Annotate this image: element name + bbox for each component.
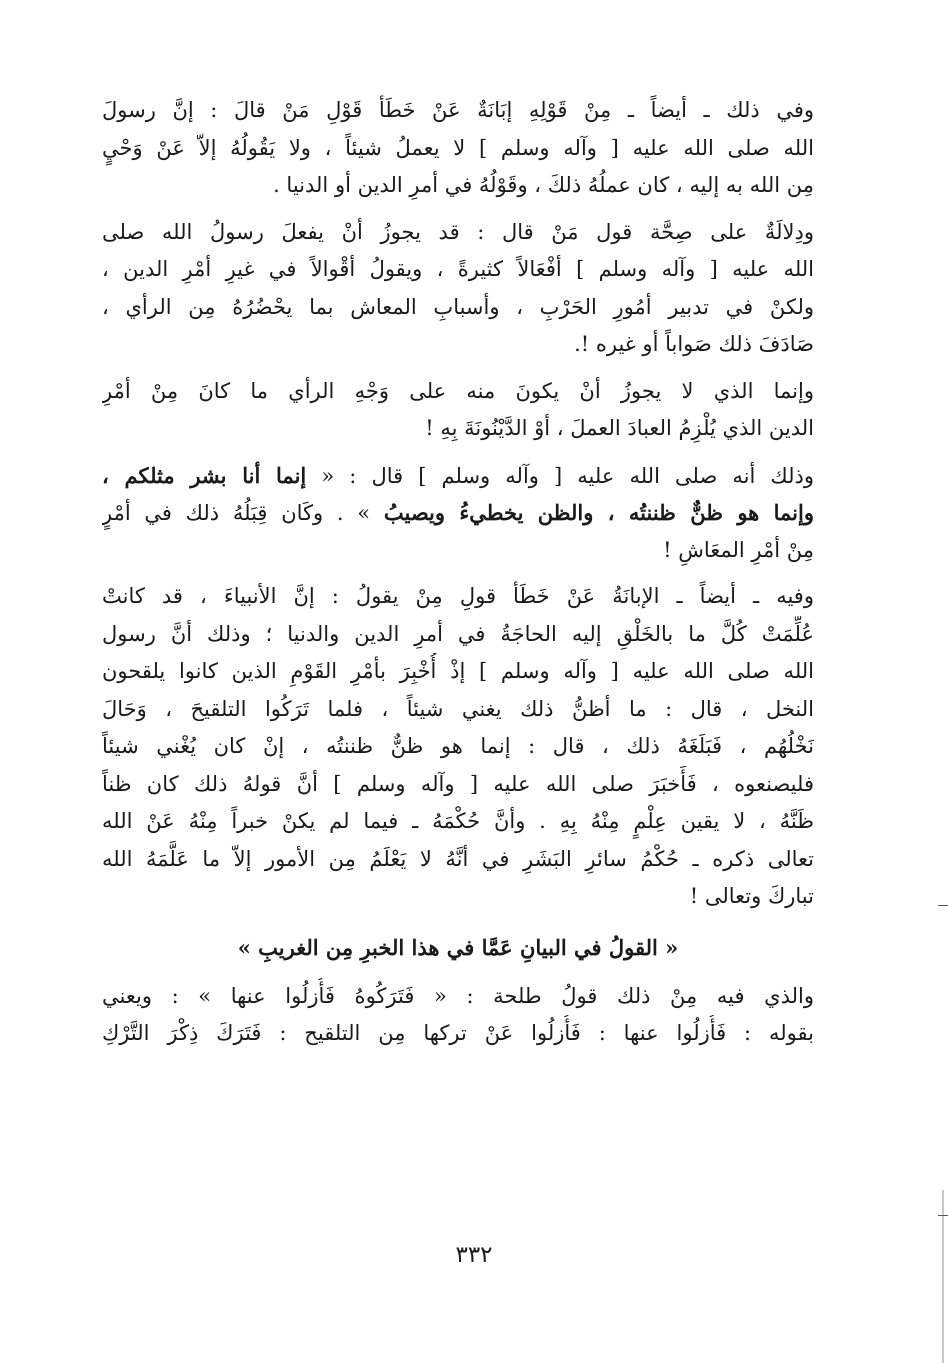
text-line [102,457,814,495]
text-line: الله صلى الله عليه [ وآله وسلم ] إذْ أُخْبِرَ بأمْرِ القَوْمِ الذين كانوا يلقحون [102,659,814,683]
text-line: الدين الذي يُلْزِمُ العبادَ العملَ ، أوْ الدَّيْنُونَةَ بِهِ ! [425,416,814,440]
text-line [102,532,814,570]
scan-margin-tick [938,1215,948,1216]
text-line: الله عليه [ وآله وسلم ] أفْعَالاً كثيرةً ، ويقولُ أقْوالاً في غيرِ أمْرِ الدين ، [102,257,814,281]
text-line: الله صلى الله عليه [ وآله وسلم ] لا يعملُ شيئاً ، ولا يَقُولُهُ إلاّ عَنْ وَحْيٍ [102,135,814,160]
quoted-hadith-text: وإنما هو ظنٌّ ظننتُه ، والظن يخطيءُ ويصيبُ [383,500,814,525]
text-segment: وذلك أنه صلى الله عليه [ وآله وسلم ] قال : « [306,463,814,488]
text-line: نَخْلُهُم ، فَبَلَغَهُ ذلك ، قال : إنما هو ظنٌّ ظننتُه ، إنْ كان يُغْني شيئاً [102,734,814,758]
page-body [102,92,814,1062]
paragraph-3 [102,373,814,448]
paragraph-5 [102,578,814,916]
text-line: ظَنَّهُ ، لا يقين عِلْمٍ مِنْهُ بِهِ . وأنَّ حُكْمَهُ ـ فيما لم يكنْ خبراً مِنْهُ عَنْ الله [102,809,814,833]
text-line: مِن الله به إليه ، كان عملُهُ ذلكَ ، وقَوْلُهُ في أمرِ الدين أو الدنيا . [273,173,814,197]
paragraph-2 [102,214,814,364]
text-segment: » . وكَان قِبَلُهُ ذلك في أمْرٍ [102,501,384,525]
text-line: عُلِّمَتْ كُلَّ ما بالخَلْقِ إليه الحاجَةُ في أمرِ الدين والدنيا ؛ وذلك أنَّ رسول [102,621,814,646]
text-line: ودِلالَةٌ على صِحَّة قول مَنْ قال : قد يجوزُ أنْ يفعلَ رسولُ الله صلى [102,219,814,244]
page-number: ٣٣٢ [455,1242,493,1268]
text-line: صَادَفَ ذلك صَواباً أو غيره !. [574,332,814,356]
text-line: وإنما الذي لا يجوزُ أنْ يكونَ منه على وَجْهِ الرأي ما كانَ مِنْ أمْرِ [102,378,814,403]
text-line: تباركَ وتعالى ! [689,884,814,908]
text-line: تعالى ذكره ـ حُكْمُ سائرِ البَشَرِ في أنَّهُ لا يَعْلَمُ مِن الأمور إلاّ ما عَلَّمَهُ الله [102,846,814,871]
scan-margin-tick [938,905,948,906]
text-line: بقوله : فَأُزلُوا عنها : فَأُزلُوا عَنْ تركها مِن التلقيح : فَتَرَكَ ذِكْرَ التَّرْكِ [102,1021,814,1045]
text-line: ولكنْ في تدبير أمُورِ الحَرْبِ ، وأسبابِ المعاش بما يحْضُرُهُ مِن الرأي ، [102,294,814,319]
text-line [102,494,814,532]
paragraph-4 [102,457,814,570]
section-heading: « القولُ في البيانِ عَمَّا في هذا الخبرِ مِن الغريبِ » [237,934,679,960]
text-segment: مِنْ أمْرِ المعَاشِ ! [663,537,814,562]
text-line: وفيه ـ أيضاً ـ الإبانَةُ عَنْ خَطَأ قولِ مِنْ يقولُ : إنَّ الأنبياءَ ، قد كانتْ [102,584,814,608]
quoted-hadith-text: إنما أنا بشر مثلكم ، [102,462,307,488]
text-line: فليصنعوه ، فَأَخبَرَ صلى الله عليه [ وآله وسلم ] أنَّ قولهُ ذلك كان ظناً [102,771,814,796]
text-line: والذي فيه مِنْ ذلك قولُ طلحة : « فَتَرَكُوهُ فَأُزلُوا عنها » : ويعني [102,983,814,1008]
text-line: وفي ذلك ـ أيضاً ـ مِنْ قَوْلِهِ إبَانَةٌ عَنْ خَطَأ قَوْلِ مَنْ قالَ : إنَّ رسولَ [102,98,814,122]
text-line: النخل ، قال : ما أظنُّ ذلك يغني شيئاً ، فلما تَرَكُوا التلقيحَ ، وَحَالَ [102,696,814,721]
paragraph-1 [102,92,814,205]
paragraph-6 [102,978,814,1053]
